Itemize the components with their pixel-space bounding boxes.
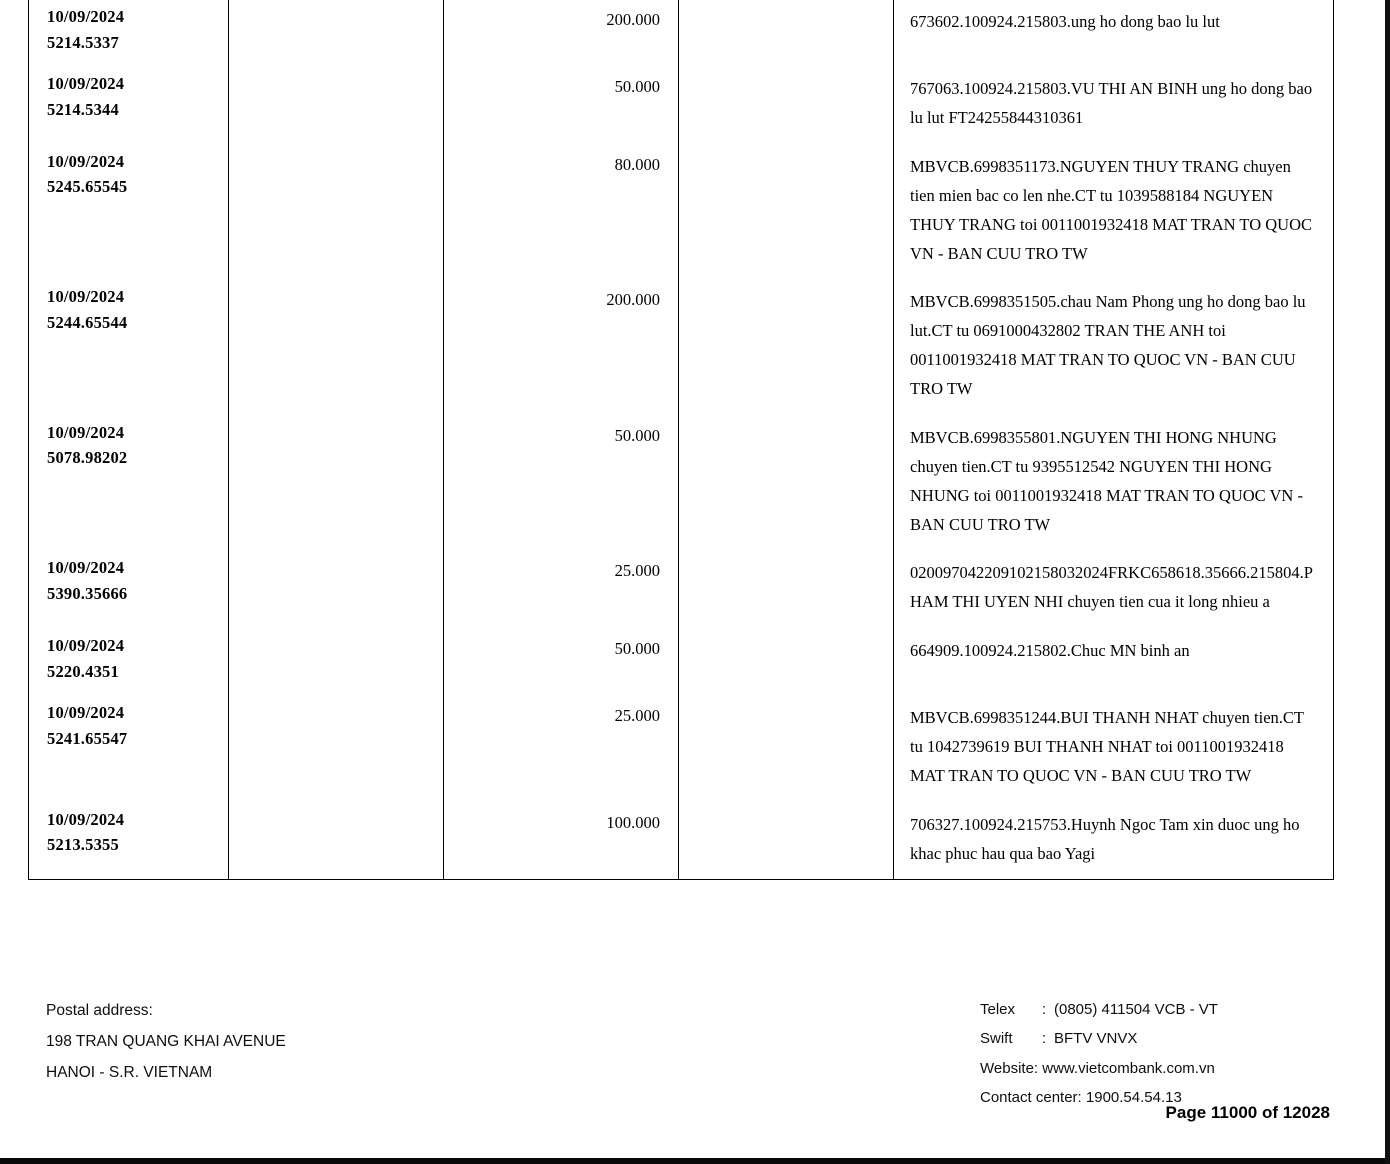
scan-edge-bottom xyxy=(0,1158,1390,1164)
page-number: Page 11000 of 12028 xyxy=(1165,1103,1330,1122)
row-ref: 5214.5344 xyxy=(47,99,119,119)
table-row xyxy=(29,694,1334,801)
cell-amount xyxy=(444,549,679,627)
row-date: 10/09/2024 xyxy=(47,151,125,171)
telex-colon: : xyxy=(1042,1001,1047,1018)
cell-description xyxy=(894,549,1334,627)
cell-blank-1 xyxy=(229,694,444,801)
cell-amount xyxy=(444,143,679,279)
cell-date-ref xyxy=(29,65,229,143)
row-ref: 5220.4351 xyxy=(47,661,119,681)
contact-details-block xyxy=(980,995,1218,1112)
cell-amount xyxy=(444,627,679,694)
telex-label: Telex xyxy=(980,1001,1016,1018)
cell-description xyxy=(894,801,1334,879)
postal-address-line-1: 198 TRAN QUANG KHAI AVENUE xyxy=(46,1033,286,1050)
cell-description xyxy=(894,143,1334,279)
statement-table xyxy=(28,0,1334,880)
cell-amount xyxy=(444,694,679,801)
cell-description xyxy=(894,278,1334,414)
row-amount: 50.000 xyxy=(614,425,660,445)
cell-blank-1 xyxy=(229,143,444,279)
cell-blank-2 xyxy=(679,549,894,627)
table-row xyxy=(29,414,1334,550)
cell-description xyxy=(894,414,1334,550)
cell-description xyxy=(894,65,1334,143)
contact-center-row: Contact center: 1900.54.54.13 xyxy=(980,1088,1182,1106)
table-row xyxy=(29,143,1334,279)
table-row xyxy=(29,65,1334,143)
row-amount: 25.000 xyxy=(614,561,660,581)
cell-blank-1 xyxy=(229,414,444,550)
row-ref: 5213.5355 xyxy=(47,835,119,855)
cell-description xyxy=(894,627,1334,694)
cell-blank-1 xyxy=(229,0,444,65)
row-amount: 100.000 xyxy=(606,812,660,832)
row-date: 10/09/2024 xyxy=(47,558,125,578)
row-amount: 200.000 xyxy=(606,290,660,310)
cell-blank-1 xyxy=(229,278,444,414)
row-ref: 5214.5337 xyxy=(47,32,119,52)
cell-blank-2 xyxy=(679,143,894,279)
telex-value: (0805) 411504 VCB - VT xyxy=(1054,1001,1218,1018)
cell-date-ref xyxy=(29,0,229,65)
row-date: 10/09/2024 xyxy=(47,809,125,829)
row-description: MBVCB.6998351173.NGUYEN THUY TRANG chuyen tien mien bac co len nhe.CT tu 1039588184 NGUYEN THUY TRANG toi 0011001932418 MAT TRAN TO QUOC VN - BAN CUU TRO TW xyxy=(910,156,1312,263)
row-description: MBVCB.6998355801.NGUYEN THI HONG NHUNG chuyen tien.CT tu 9395512542 NGUYEN THI HONG NHUNG toi 0011001932418 MAT TRAN TO QUOC VN - BAN CUU TRO TW xyxy=(910,427,1303,534)
statement-table-body xyxy=(29,0,1334,879)
row-amount: 80.000 xyxy=(614,154,660,174)
postal-address-line-2: HANOI - S.R. VIETNAM xyxy=(46,1064,213,1081)
cell-blank-2 xyxy=(679,801,894,879)
cell-blank-2 xyxy=(679,627,894,694)
row-date: 10/09/2024 xyxy=(47,74,125,94)
row-amount: 50.000 xyxy=(614,639,660,659)
cell-blank-2 xyxy=(679,65,894,143)
table-row xyxy=(29,801,1334,879)
row-amount: 50.000 xyxy=(614,77,660,97)
scan-edge-right xyxy=(1385,0,1390,1164)
table-row xyxy=(29,278,1334,414)
postal-address-block xyxy=(46,995,286,1088)
statement-table-wrapper xyxy=(28,0,1333,880)
cell-blank-1 xyxy=(229,65,444,143)
website-row: Website: www.vietcombank.com.vn xyxy=(980,1059,1215,1077)
row-description: 767063.100924.215803.VU THI AN BINH ung ho dong bao lu lut FT24255844310361 xyxy=(910,79,1313,127)
cell-description xyxy=(894,694,1334,801)
row-ref: 5245.65545 xyxy=(47,177,128,197)
row-description: 020097042209102158032024FRKC658618.35666.215804.PHAM THI UYEN NHI chuyen tien cua it long nhieu a xyxy=(910,563,1313,612)
cell-date-ref xyxy=(29,801,229,879)
cell-blank-2 xyxy=(679,414,894,550)
row-date: 10/09/2024 xyxy=(47,636,125,656)
row-description: MBVCB.6998351244.BUI THANH NHAT chuyen tien.CT tu 1042739619 BUI THANH NHAT toi 0011001932418 MAT TRAN TO QUOC VN - BAN CUU TRO TW xyxy=(910,708,1304,785)
row-amount: 200.000 xyxy=(606,10,660,29)
cell-description xyxy=(894,0,1334,65)
row-ref: 5078.98202 xyxy=(47,448,128,468)
cell-blank-2 xyxy=(679,278,894,414)
row-description: 706327.100924.215753.Huynh Ngoc Tam xin duoc ung ho khac phuc hau qua bao Yagi xyxy=(910,814,1300,863)
swift-value: BFTV VNVX xyxy=(1054,1030,1138,1048)
postal-address-label: Postal address: xyxy=(46,1002,153,1019)
row-amount: 25.000 xyxy=(614,706,660,726)
cell-amount xyxy=(444,801,679,879)
table-row xyxy=(29,0,1334,65)
table-row xyxy=(29,549,1334,627)
table-row xyxy=(29,627,1334,694)
row-ref: 5241.65547 xyxy=(47,728,128,748)
cell-blank-2 xyxy=(679,0,894,65)
cell-blank-1 xyxy=(229,801,444,879)
cell-amount xyxy=(444,278,679,414)
row-date: 10/09/2024 xyxy=(47,703,125,723)
cell-date-ref xyxy=(29,627,229,694)
swift-row xyxy=(980,1024,1218,1053)
telex-row xyxy=(980,995,1218,1024)
row-description: 673602.100924.215803.ung ho dong bao lu lut xyxy=(910,12,1220,31)
row-date: 10/09/2024 xyxy=(47,287,125,307)
cell-amount xyxy=(444,414,679,550)
row-ref: 5390.35666 xyxy=(47,583,128,603)
cell-date-ref xyxy=(29,414,229,550)
cell-date-ref xyxy=(29,278,229,414)
row-description: MBVCB.6998351505.chau Nam Phong ung ho dong bao lu lut.CT tu 0691000432802 TRAN THE ANH toi 0011001932418 MAT TRAN TO QUOC VN - BAN CUU TRO TW xyxy=(910,292,1306,398)
cell-amount xyxy=(444,0,679,65)
cell-date-ref xyxy=(29,694,229,801)
row-date: 10/09/2024 xyxy=(47,422,125,442)
swift-colon: : xyxy=(1042,1030,1047,1048)
row-ref: 5244.65544 xyxy=(47,312,128,332)
cell-amount xyxy=(444,65,679,143)
row-description: 664909.100924.215802.Chuc MN binh an xyxy=(910,641,1190,661)
swift-label: Swift xyxy=(980,1030,1013,1048)
cell-blank-1 xyxy=(229,627,444,694)
cell-date-ref xyxy=(29,549,229,627)
cell-date-ref xyxy=(29,143,229,279)
cell-blank-2 xyxy=(679,694,894,801)
cell-blank-1 xyxy=(229,549,444,627)
row-date: 10/09/2024 xyxy=(47,7,125,26)
